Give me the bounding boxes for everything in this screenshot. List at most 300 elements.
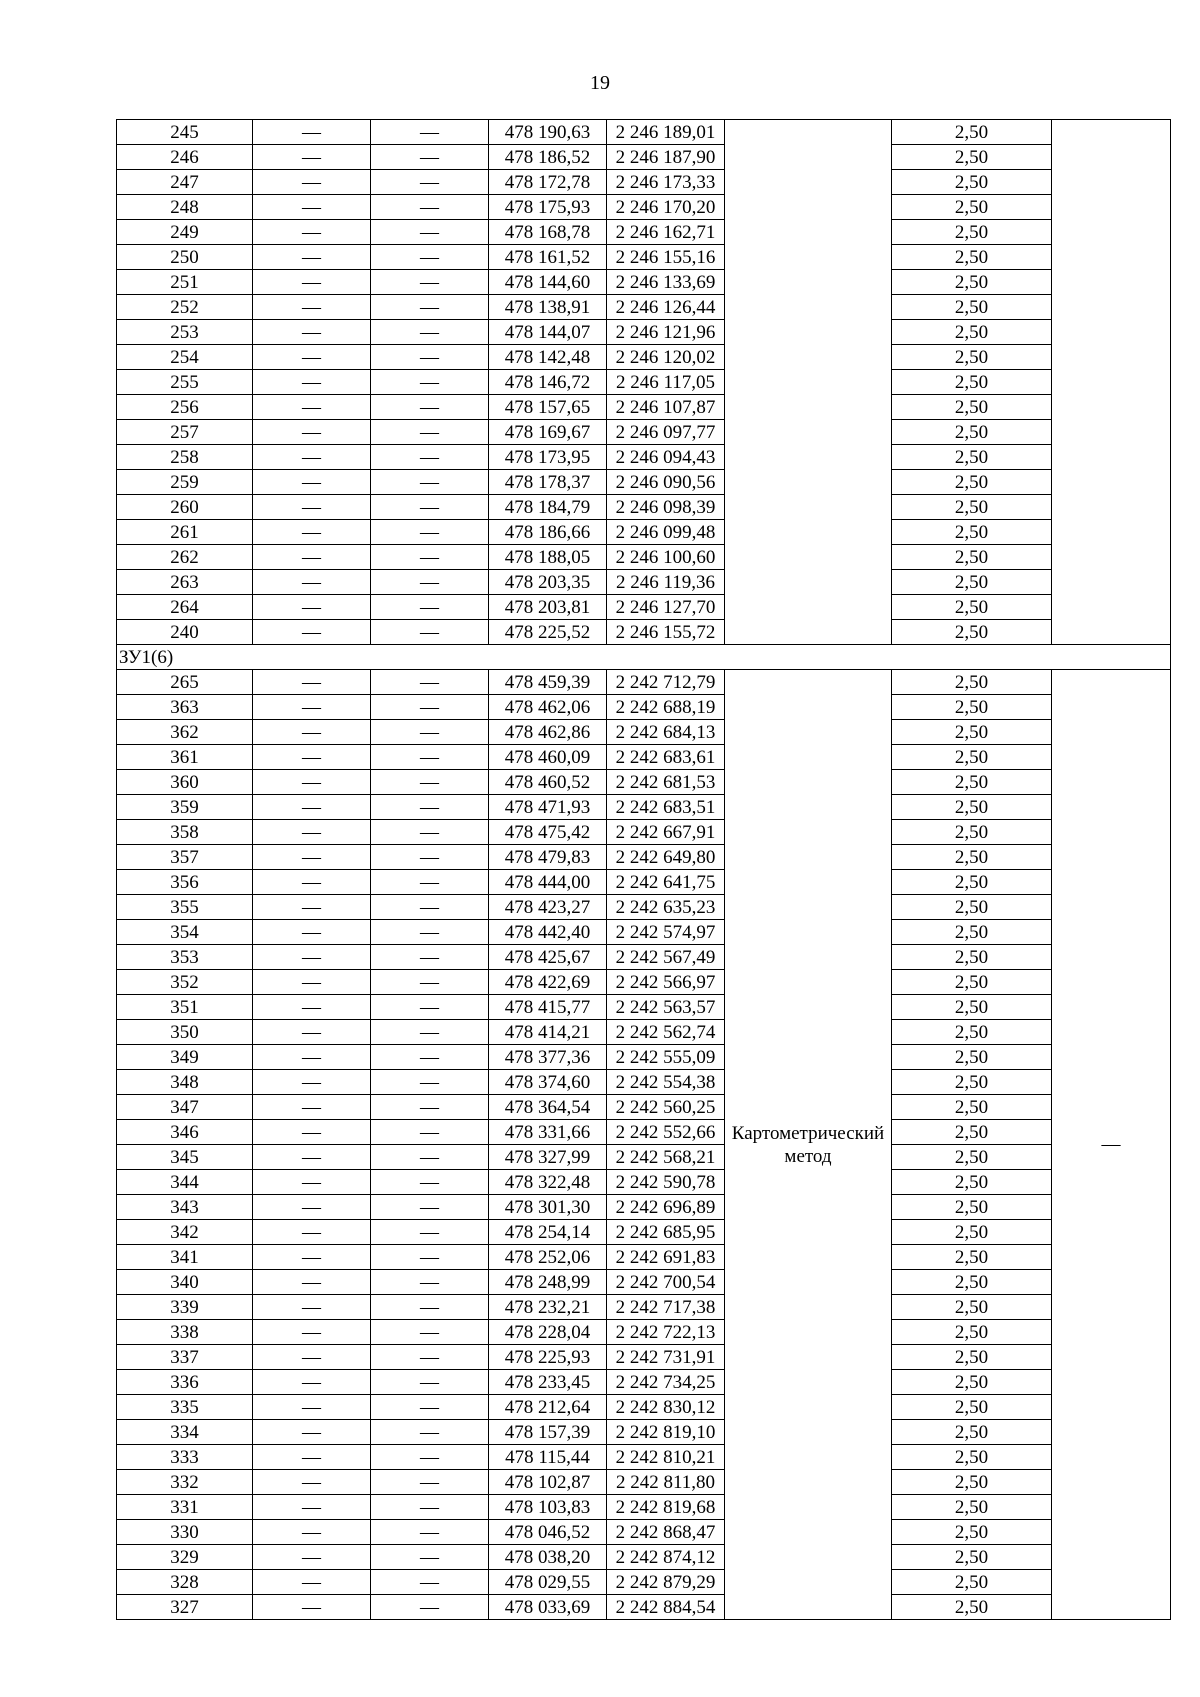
x-coordinate-cell: 478 462,06 [489, 695, 607, 720]
table-row [117, 870, 1171, 895]
error-cell: 2,50 [892, 795, 1052, 820]
point-number-cell: 332 [117, 1470, 253, 1495]
y-coordinate-cell: 2 246 155,72 [607, 620, 725, 645]
table-row [117, 445, 1171, 470]
point-number-cell: 256 [117, 395, 253, 420]
dash-cell: — [371, 195, 489, 220]
point-number-cell: 345 [117, 1145, 253, 1170]
table-row [117, 1320, 1171, 1345]
x-coordinate-cell: 478 414,21 [489, 1020, 607, 1045]
y-coordinate-cell: 2 246 187,90 [607, 145, 725, 170]
dash-cell: — [253, 570, 371, 595]
dash-cell: — [371, 470, 489, 495]
y-coordinate-cell: 2 242 819,10 [607, 1420, 725, 1445]
y-coordinate-cell: 2 246 090,56 [607, 470, 725, 495]
error-cell: 2,50 [892, 195, 1052, 220]
table-row [117, 295, 1171, 320]
x-coordinate-cell: 478 228,04 [489, 1320, 607, 1345]
table-row [117, 1495, 1171, 1520]
x-coordinate-cell: 478 442,40 [489, 920, 607, 945]
error-cell: 2,50 [892, 320, 1052, 345]
point-number-cell: 341 [117, 1245, 253, 1270]
y-coordinate-cell: 2 246 094,43 [607, 445, 725, 470]
table-row [117, 1020, 1171, 1045]
point-number-cell: 358 [117, 820, 253, 845]
point-number-cell: 260 [117, 495, 253, 520]
table-row [117, 1220, 1171, 1245]
error-cell: 2,50 [892, 1020, 1052, 1045]
dash-cell: — [253, 1345, 371, 1370]
x-coordinate-cell: 478 203,81 [489, 595, 607, 620]
table-row [117, 345, 1171, 370]
error-cell: 2,50 [892, 1195, 1052, 1220]
x-coordinate-cell: 478 173,95 [489, 445, 607, 470]
dash-cell: — [253, 1320, 371, 1345]
x-coordinate-cell: 478 422,69 [489, 970, 607, 995]
error-cell: 2,50 [892, 1370, 1052, 1395]
table-row [117, 1595, 1171, 1620]
table-row [117, 1045, 1171, 1070]
error-cell: 2,50 [892, 1220, 1052, 1245]
y-coordinate-cell: 2 242 691,83 [607, 1245, 725, 1270]
dash-cell: — [253, 695, 371, 720]
point-number-cell: 254 [117, 345, 253, 370]
dash-cell: — [253, 1270, 371, 1295]
dash-cell: — [253, 1370, 371, 1395]
point-number-cell: 354 [117, 920, 253, 945]
table-row [117, 1295, 1171, 1320]
dash-cell: — [253, 1095, 371, 1120]
point-number-cell: 240 [117, 620, 253, 645]
error-cell: 2,50 [892, 1545, 1052, 1570]
y-coordinate-cell: 2 246 173,33 [607, 170, 725, 195]
error-cell: 2,50 [892, 1270, 1052, 1295]
y-coordinate-cell: 2 246 121,96 [607, 320, 725, 345]
table-row [117, 1195, 1171, 1220]
point-number-cell: 258 [117, 445, 253, 470]
point-number-cell: 352 [117, 970, 253, 995]
dash-cell: — [253, 395, 371, 420]
error-cell: 2,50 [892, 495, 1052, 520]
dash-cell: — [253, 1420, 371, 1445]
dash-cell: — [371, 1270, 489, 1295]
table-row [117, 370, 1171, 395]
y-coordinate-cell: 2 242 712,79 [607, 670, 725, 695]
table-row [117, 695, 1171, 720]
x-coordinate-cell: 478 475,42 [489, 820, 607, 845]
error-cell: 2,50 [892, 145, 1052, 170]
error-cell: 2,50 [892, 1595, 1052, 1620]
y-coordinate-cell: 2 242 879,29 [607, 1570, 725, 1595]
dash-cell: — [253, 995, 371, 1020]
point-number-cell: 253 [117, 320, 253, 345]
dash-cell: — [371, 1445, 489, 1470]
dash-cell: — [253, 370, 371, 395]
y-coordinate-cell: 2 242 641,75 [607, 870, 725, 895]
dash-cell: — [253, 420, 371, 445]
dash-cell: — [253, 970, 371, 995]
x-coordinate-cell: 478 029,55 [489, 1570, 607, 1595]
dash-cell: — [371, 1545, 489, 1570]
table-row [117, 245, 1171, 270]
table-row [117, 495, 1171, 520]
dash-cell: — [371, 520, 489, 545]
dash-cell: — [371, 1020, 489, 1045]
error-cell: 2,50 [892, 745, 1052, 770]
error-cell: 2,50 [892, 220, 1052, 245]
dash-cell: — [253, 1395, 371, 1420]
table-row [117, 470, 1171, 495]
y-coordinate-cell: 2 242 563,57 [607, 995, 725, 1020]
point-number-cell: 249 [117, 220, 253, 245]
table-row [117, 1545, 1171, 1570]
dash-cell: — [253, 245, 371, 270]
error-cell: 2,50 [892, 945, 1052, 970]
point-number-cell: 263 [117, 570, 253, 595]
point-number-cell: 248 [117, 195, 253, 220]
x-coordinate-cell: 478 322,48 [489, 1170, 607, 1195]
x-coordinate-cell: 478 178,37 [489, 470, 607, 495]
dash-cell: — [253, 820, 371, 845]
dash-cell: — [253, 845, 371, 870]
x-coordinate-cell: 478 186,66 [489, 520, 607, 545]
table-row [117, 1420, 1171, 1445]
dash-cell: — [371, 220, 489, 245]
y-coordinate-cell: 2 242 874,12 [607, 1545, 725, 1570]
point-number-cell: 328 [117, 1570, 253, 1595]
y-coordinate-cell: 2 246 119,36 [607, 570, 725, 595]
point-number-cell: 262 [117, 545, 253, 570]
error-cell: 2,50 [892, 1070, 1052, 1095]
y-coordinate-cell: 2 242 696,89 [607, 1195, 725, 1220]
dash-cell: — [371, 495, 489, 520]
dash-cell: — [253, 770, 371, 795]
table-row [117, 945, 1171, 970]
x-coordinate-cell: 478 169,67 [489, 420, 607, 445]
y-coordinate-cell: 2 242 734,25 [607, 1370, 725, 1395]
dash-cell: — [253, 1045, 371, 1070]
point-number-cell: 363 [117, 695, 253, 720]
y-coordinate-cell: 2 246 107,87 [607, 395, 725, 420]
y-coordinate-cell: 2 242 688,19 [607, 695, 725, 720]
dash-cell: — [371, 1120, 489, 1145]
error-cell: 2,50 [892, 345, 1052, 370]
dash-cell: — [253, 795, 371, 820]
y-coordinate-cell: 2 246 126,44 [607, 295, 725, 320]
table-row [117, 795, 1171, 820]
y-coordinate-cell: 2 242 685,95 [607, 1220, 725, 1245]
x-coordinate-cell: 478 377,36 [489, 1045, 607, 1070]
y-coordinate-cell: 2 242 683,51 [607, 795, 725, 820]
dash-cell: — [371, 1245, 489, 1270]
x-coordinate-cell: 478 459,39 [489, 670, 607, 695]
x-coordinate-cell: 478 462,86 [489, 720, 607, 745]
x-coordinate-cell: 478 444,00 [489, 870, 607, 895]
table-row [117, 1270, 1171, 1295]
table-row [117, 1520, 1171, 1545]
table-row [117, 220, 1171, 245]
error-cell: 2,50 [892, 895, 1052, 920]
x-coordinate-cell: 478 301,30 [489, 1195, 607, 1220]
dash-cell: — [253, 470, 371, 495]
y-coordinate-cell: 2 242 567,49 [607, 945, 725, 970]
dash-cell: — [253, 720, 371, 745]
dash-cell: — [253, 195, 371, 220]
dash-cell: — [371, 370, 489, 395]
error-cell: 2,50 [892, 595, 1052, 620]
dash-cell: — [253, 1520, 371, 1545]
error-cell: 2,50 [892, 870, 1052, 895]
table-row [117, 145, 1171, 170]
dash-cell: — [371, 570, 489, 595]
point-number-cell: 335 [117, 1395, 253, 1420]
table-row [117, 320, 1171, 345]
table-row [117, 1345, 1171, 1370]
dash-cell: — [253, 295, 371, 320]
point-number-cell: 343 [117, 1195, 253, 1220]
dash-cell: — [371, 770, 489, 795]
point-number-cell: 261 [117, 520, 253, 545]
point-number-cell: 250 [117, 245, 253, 270]
page-number: 19 [590, 72, 610, 94]
point-number-cell: 353 [117, 945, 253, 970]
x-coordinate-cell: 478 212,64 [489, 1395, 607, 1420]
x-coordinate-cell: 478 102,87 [489, 1470, 607, 1495]
y-coordinate-cell: 2 242 811,80 [607, 1470, 725, 1495]
x-coordinate-cell: 478 232,21 [489, 1295, 607, 1320]
point-number-cell: 265 [117, 670, 253, 695]
dash-cell: — [253, 1595, 371, 1620]
table-row [117, 395, 1171, 420]
x-coordinate-cell: 478 175,93 [489, 195, 607, 220]
dash-cell: — [371, 1220, 489, 1245]
point-number-cell: 247 [117, 170, 253, 195]
x-coordinate-cell: 478 138,91 [489, 295, 607, 320]
error-cell: 2,50 [892, 1120, 1052, 1145]
dash-cell: — [371, 945, 489, 970]
x-coordinate-cell: 478 460,09 [489, 745, 607, 770]
dash-cell: — [371, 1370, 489, 1395]
error-cell: 2,50 [892, 1445, 1052, 1470]
dash-cell: — [253, 520, 371, 545]
x-coordinate-cell: 478 415,77 [489, 995, 607, 1020]
x-coordinate-cell: 478 103,83 [489, 1495, 607, 1520]
error-cell: 2,50 [892, 720, 1052, 745]
dash-cell: — [371, 1195, 489, 1220]
dash-cell: — [371, 895, 489, 920]
dash-cell: — [253, 1020, 371, 1045]
x-coordinate-cell: 478 184,79 [489, 495, 607, 520]
error-cell: 2,50 [892, 1320, 1052, 1345]
error-cell: 2,50 [892, 1245, 1052, 1270]
y-coordinate-cell: 2 246 100,60 [607, 545, 725, 570]
point-number-cell: 357 [117, 845, 253, 870]
dash-cell: — [253, 870, 371, 895]
y-coordinate-cell: 2 242 649,80 [607, 845, 725, 870]
point-number-cell: 251 [117, 270, 253, 295]
section-label: ЗУ1(6) [117, 645, 1171, 670]
point-number-cell: 264 [117, 595, 253, 620]
table-row [117, 1395, 1171, 1420]
dash-cell: — [371, 1495, 489, 1520]
error-cell: 2,50 [892, 1295, 1052, 1320]
x-coordinate-cell: 478 423,27 [489, 895, 607, 920]
dash-cell: — [371, 920, 489, 945]
y-coordinate-cell: 2 242 683,61 [607, 745, 725, 770]
dash-cell: — [253, 270, 371, 295]
error-cell: 2,50 [892, 570, 1052, 595]
y-coordinate-cell: 2 242 560,25 [607, 1095, 725, 1120]
error-cell: 2,50 [892, 1495, 1052, 1520]
y-coordinate-cell: 2 242 717,38 [607, 1295, 725, 1320]
x-coordinate-cell: 478 161,52 [489, 245, 607, 270]
table-row [117, 820, 1171, 845]
dash-cell: — [253, 1070, 371, 1095]
method-cell [725, 120, 892, 645]
table-row [117, 270, 1171, 295]
dash-cell: — [253, 1545, 371, 1570]
dash-cell: — [371, 1470, 489, 1495]
table-row [117, 1445, 1171, 1470]
dash-cell: — [253, 145, 371, 170]
table-row [117, 595, 1171, 620]
dash-cell: — [371, 595, 489, 620]
dash-cell: — [371, 1595, 489, 1620]
point-number-cell: 327 [117, 1595, 253, 1620]
table-row [117, 195, 1171, 220]
y-coordinate-cell: 2 246 127,70 [607, 595, 725, 620]
point-number-cell: 350 [117, 1020, 253, 1045]
table-row [117, 920, 1171, 945]
point-number-cell: 245 [117, 120, 253, 145]
table-row [117, 745, 1171, 770]
y-coordinate-cell: 2 242 574,97 [607, 920, 725, 945]
dash-cell: — [371, 320, 489, 345]
point-number-cell: 349 [117, 1045, 253, 1070]
last-column-cell [1052, 120, 1171, 645]
error-cell: 2,50 [892, 1520, 1052, 1545]
dash-cell: — [371, 995, 489, 1020]
dash-cell: — [253, 320, 371, 345]
point-number-cell: 246 [117, 145, 253, 170]
error-cell: 2,50 [892, 920, 1052, 945]
x-coordinate-cell: 478 331,66 [489, 1120, 607, 1145]
dash-cell: — [371, 620, 489, 645]
y-coordinate-cell: 2 242 684,13 [607, 720, 725, 745]
dash-cell: — [253, 1295, 371, 1320]
dash-cell: — [371, 1345, 489, 1370]
error-cell: 2,50 [892, 1145, 1052, 1170]
x-coordinate-cell: 478 186,52 [489, 145, 607, 170]
dash-cell: — [371, 120, 489, 145]
dash-cell: — [371, 1095, 489, 1120]
table-row [117, 1095, 1171, 1120]
point-number-cell: 337 [117, 1345, 253, 1370]
y-coordinate-cell: 2 242 635,23 [607, 895, 725, 920]
x-coordinate-cell: 478 033,69 [489, 1595, 607, 1620]
table-row [117, 170, 1171, 195]
error-cell: 2,50 [892, 370, 1052, 395]
y-coordinate-cell: 2 242 566,97 [607, 970, 725, 995]
dash-cell: — [371, 745, 489, 770]
dash-cell: — [253, 1570, 371, 1595]
y-coordinate-cell: 2 246 170,20 [607, 195, 725, 220]
table-row [117, 1570, 1171, 1595]
error-cell: 2,50 [892, 770, 1052, 795]
y-coordinate-cell: 2 246 120,02 [607, 345, 725, 370]
point-number-cell: 351 [117, 995, 253, 1020]
error-cell: 2,50 [892, 270, 1052, 295]
y-coordinate-cell: 2 242 555,09 [607, 1045, 725, 1070]
table-row [117, 770, 1171, 795]
table-row [117, 1245, 1171, 1270]
x-coordinate-cell: 478 142,48 [489, 345, 607, 370]
error-cell: 2,50 [892, 1395, 1052, 1420]
point-number-cell: 330 [117, 1520, 253, 1545]
x-coordinate-cell: 478 115,44 [489, 1445, 607, 1470]
x-coordinate-cell: 478 327,99 [489, 1145, 607, 1170]
error-cell: 2,50 [892, 1470, 1052, 1495]
dash-cell: — [253, 545, 371, 570]
error-cell: 2,50 [892, 395, 1052, 420]
table-row [117, 620, 1171, 645]
dash-cell: — [253, 120, 371, 145]
y-coordinate-cell: 2 242 884,54 [607, 1595, 725, 1620]
error-cell: 2,50 [892, 820, 1052, 845]
dash-cell: — [371, 1420, 489, 1445]
x-coordinate-cell: 478 248,99 [489, 1270, 607, 1295]
error-cell: 2,50 [892, 120, 1052, 145]
point-number-cell: 342 [117, 1220, 253, 1245]
y-coordinate-cell: 2 242 562,74 [607, 1020, 725, 1045]
coordinates-table [116, 119, 1171, 1620]
y-coordinate-cell: 2 242 700,54 [607, 1270, 725, 1295]
table-row [117, 845, 1171, 870]
point-number-cell: 340 [117, 1270, 253, 1295]
dash-cell: — [371, 295, 489, 320]
x-coordinate-cell: 478 374,60 [489, 1070, 607, 1095]
point-number-cell: 344 [117, 1170, 253, 1195]
point-number-cell: 334 [117, 1420, 253, 1445]
coordinates-table-body [117, 120, 1171, 1620]
table-row [117, 1145, 1171, 1170]
dash-cell: — [253, 595, 371, 620]
y-coordinate-cell: 2 242 731,91 [607, 1345, 725, 1370]
x-coordinate-cell: 478 225,52 [489, 620, 607, 645]
table-row [117, 420, 1171, 445]
dash-cell: — [371, 270, 489, 295]
table-row [117, 1370, 1171, 1395]
table-row [117, 1120, 1171, 1145]
dash-cell: — [253, 1495, 371, 1520]
dash-cell: — [253, 620, 371, 645]
y-coordinate-cell: 2 246 189,01 [607, 120, 725, 145]
point-number-cell: 361 [117, 745, 253, 770]
point-number-cell: 360 [117, 770, 253, 795]
dash-cell: — [371, 345, 489, 370]
dash-cell: — [371, 1395, 489, 1420]
y-coordinate-cell: 2 242 722,13 [607, 1320, 725, 1345]
x-coordinate-cell: 478 046,52 [489, 1520, 607, 1545]
x-coordinate-cell: 478 364,54 [489, 1095, 607, 1120]
table-row [117, 720, 1171, 745]
section-header-row [117, 645, 1171, 670]
dash-cell: — [371, 1070, 489, 1095]
y-coordinate-cell: 2 246 133,69 [607, 270, 725, 295]
point-number-cell: 329 [117, 1545, 253, 1570]
dash-cell: — [371, 695, 489, 720]
dash-cell: — [253, 1120, 371, 1145]
